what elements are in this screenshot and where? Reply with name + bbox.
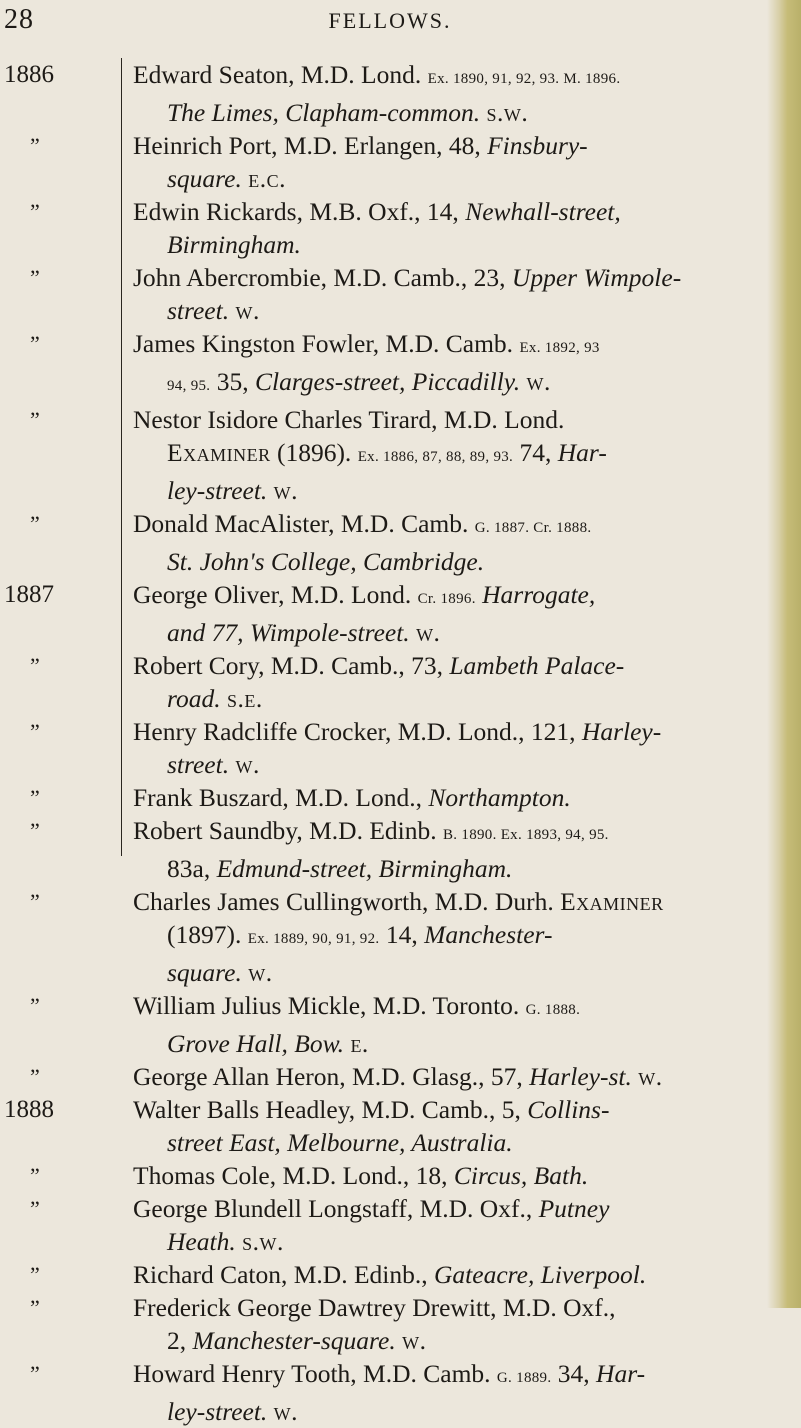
entry-text xyxy=(133,261,763,327)
name-degree: Thomas Cole, M.D. Lond., 18, xyxy=(133,1161,454,1190)
exam-years: 94, 95. xyxy=(167,378,211,394)
name-degree: Howard Henry Tooth, M.D. Camb. xyxy=(133,1359,497,1388)
entry-text xyxy=(133,1291,763,1357)
ditto-mark: ” xyxy=(30,265,40,290)
fellow-entry xyxy=(0,261,780,327)
entry-continuation-line xyxy=(133,1225,763,1258)
address-text: Harley-st. xyxy=(529,1062,632,1091)
district-code: w. xyxy=(638,1062,663,1091)
name-degree: Heinrich Port, M.D. Erlangen, 48, xyxy=(133,131,488,160)
ditto-mark: ” xyxy=(30,818,40,843)
name-degree: George Allan Heron, M.D. Glasg., 57, xyxy=(133,1062,530,1091)
name-degree: 34, xyxy=(551,1359,597,1388)
district-code: s.w. xyxy=(486,98,529,127)
entry-continuation-line xyxy=(133,436,763,474)
entry-text xyxy=(133,1093,763,1159)
address-text: Har- xyxy=(557,438,607,467)
address-text: square. xyxy=(167,164,242,193)
district-code: w. xyxy=(273,476,299,505)
name-degree: 74, xyxy=(513,438,558,467)
entry-continuation-line xyxy=(133,1126,763,1159)
fellow-entry xyxy=(0,403,780,507)
ditto-mark: ” xyxy=(30,1295,40,1320)
entry-first-line xyxy=(133,781,763,814)
address-text: Upper Wimpole- xyxy=(511,263,682,292)
fellow-entry xyxy=(0,1159,780,1192)
address-text: Collins- xyxy=(527,1095,610,1124)
name-degree: Frederick George Dawtrey Drewitt, M.D. Oxf., xyxy=(133,1293,616,1322)
name-degree: Robert Saundby, M.D. Edinb. xyxy=(133,816,443,845)
entry-continuation-line xyxy=(133,162,763,195)
entry-first-line xyxy=(133,989,763,1027)
exam-years: Cr. 1896. xyxy=(417,591,476,607)
entry-text xyxy=(133,507,763,578)
fellow-entry xyxy=(0,1093,780,1159)
ditto-mark: ” xyxy=(30,889,40,914)
fellow-entry xyxy=(0,58,780,129)
entry-text xyxy=(133,1258,763,1291)
address-text: street. xyxy=(167,750,230,779)
district-code: w. xyxy=(235,750,260,779)
entry-first-line xyxy=(133,1093,763,1126)
exam-years: G. 1887. Cr. 1888. xyxy=(474,520,592,536)
entry-first-line xyxy=(133,129,763,162)
page-number: 28 xyxy=(4,4,34,35)
exam-years: Ex. 1886, 87, 88, 89, 93. xyxy=(357,449,514,465)
entry-text xyxy=(133,327,763,403)
name-degree: Charles James Cullingworth, M.D. Durh. xyxy=(133,887,561,916)
entry-text xyxy=(133,403,763,507)
entry-continuation-line xyxy=(133,682,763,715)
ditto-mark: ” xyxy=(30,719,40,744)
entry-first-line xyxy=(133,403,763,436)
fellow-entry xyxy=(0,1192,780,1258)
address-text: street. xyxy=(167,296,230,325)
address-text: street East, Melbourne, Australia. xyxy=(167,1128,513,1157)
fellow-entry xyxy=(0,1291,780,1357)
address-text: The Limes, Clapham-common. xyxy=(167,98,481,127)
address-text: Harley- xyxy=(581,717,662,746)
entry-first-line xyxy=(133,58,763,96)
entry-first-line xyxy=(133,715,763,748)
name-degree: Donald MacAlister, M.D. Camb. xyxy=(133,509,475,538)
fellow-entry xyxy=(0,814,780,885)
ditto-mark: ” xyxy=(30,1163,40,1188)
entry-continuation-line xyxy=(133,545,763,578)
address-text: and 77, Wimpole-street. xyxy=(167,618,410,647)
address-text: Grove Hall, Bow. xyxy=(167,1029,345,1058)
ditto-mark: ” xyxy=(30,511,40,536)
fellow-entry xyxy=(0,195,780,261)
address-text: Putney xyxy=(538,1194,610,1223)
fellow-entry xyxy=(0,1258,780,1291)
address-text: road. xyxy=(167,684,221,713)
entry-first-line xyxy=(133,649,763,682)
entry-first-line xyxy=(133,1060,763,1093)
address-text: Heath. xyxy=(167,1227,236,1256)
ditto-mark: ” xyxy=(30,199,40,224)
entry-continuation-line xyxy=(133,616,763,649)
address-text: Har- xyxy=(596,1359,646,1388)
district-code: e. xyxy=(350,1029,369,1058)
ditto-mark: ” xyxy=(30,1196,40,1221)
entry-first-line xyxy=(133,885,763,918)
name-degree: Walter Balls Headley, M.D. Camb., 5, xyxy=(133,1095,528,1124)
address-text: Circus, Bath. xyxy=(453,1161,589,1190)
entry-text xyxy=(133,989,763,1060)
district-code: w. xyxy=(526,367,551,396)
name-degree: Nestor Isidore Charles Tirard, M.D. Lond. xyxy=(133,405,565,434)
entry-text xyxy=(133,649,763,715)
fellows-list xyxy=(0,58,780,1428)
exam-years: B. 1890. Ex. 1893, 94, 95. xyxy=(443,827,609,843)
entry-first-line xyxy=(133,814,763,852)
address-text: Edmund-street, Birmingham. xyxy=(216,854,513,883)
entry-text xyxy=(133,195,763,261)
ditto-mark: ” xyxy=(30,993,40,1018)
entry-text xyxy=(133,1159,763,1192)
ditto-mark: ” xyxy=(30,133,40,158)
entry-continuation-line xyxy=(133,956,763,989)
entry-first-line xyxy=(133,1192,763,1225)
address-text: Newhall-street, xyxy=(465,197,621,226)
entry-first-line xyxy=(133,327,763,365)
entry-text xyxy=(133,715,763,781)
entry-year: 1887 xyxy=(4,581,54,608)
district-code: w. xyxy=(235,296,260,325)
exam-years: Ex. 1892, 93 xyxy=(519,340,600,356)
district-code: w. xyxy=(248,958,273,987)
entry-first-line xyxy=(133,1357,763,1395)
address-text: Lambeth Palace- xyxy=(449,651,625,680)
name-degree: 2, xyxy=(167,1326,193,1355)
address-text: Finsbury- xyxy=(487,131,588,160)
district-code: s.e. xyxy=(226,684,263,713)
district-code: Examiner xyxy=(167,438,271,467)
exam-years: G. 1888. xyxy=(525,1002,581,1018)
fellow-entry xyxy=(0,885,780,989)
entry-text xyxy=(133,1060,763,1093)
entry-first-line xyxy=(133,261,763,294)
entry-continuation-line xyxy=(133,1027,763,1060)
entry-first-line xyxy=(133,578,763,616)
address-text: square. xyxy=(167,958,242,987)
district-code: w. xyxy=(402,1326,427,1355)
fellow-entry xyxy=(0,781,780,814)
ditto-mark: ” xyxy=(30,407,40,432)
address-text: Northampton. xyxy=(428,783,571,812)
entry-text xyxy=(133,1192,763,1258)
name-degree: Henry Radcliffe Crocker, M.D. Lond., 121, xyxy=(133,717,582,746)
fellow-entry xyxy=(0,578,780,649)
fellow-entry xyxy=(0,327,780,403)
fellow-entry xyxy=(0,129,780,195)
entry-continuation-line xyxy=(133,474,763,507)
entry-text xyxy=(133,1357,763,1428)
name-degree: Richard Caton, M.D. Edinb., xyxy=(133,1260,435,1289)
district-code: e.c. xyxy=(248,164,286,193)
entry-text xyxy=(133,129,763,195)
fellow-entry xyxy=(0,989,780,1060)
entry-first-line xyxy=(133,1159,763,1192)
ditto-mark: ” xyxy=(30,1064,40,1089)
entry-continuation-line xyxy=(133,365,763,403)
name-degree: 14, xyxy=(379,920,425,949)
address-text: St. John's College, Cambridge. xyxy=(167,547,485,576)
entry-text xyxy=(133,781,763,814)
entry-text xyxy=(133,58,763,129)
entry-text xyxy=(133,814,763,885)
name-degree: James Kingston Fowler, M.D. Camb. xyxy=(133,329,520,358)
name-degree: George Blundell Longstaff, M.D. Oxf., xyxy=(133,1194,539,1223)
name-degree: Frank Buszard, M.D. Lond., xyxy=(133,783,429,812)
fellow-entry xyxy=(0,507,780,578)
ditto-mark: ” xyxy=(30,1262,40,1287)
name-degree: John Abercrombie, M.D. Camb., 23, xyxy=(133,263,512,292)
address-text: Manchester-square. xyxy=(192,1326,396,1355)
entry-year: 1886 xyxy=(4,61,54,88)
fellow-entry xyxy=(0,649,780,715)
entry-continuation-line xyxy=(133,918,763,956)
entry-text xyxy=(133,885,763,989)
entry-continuation-line xyxy=(133,294,763,327)
name-degree: 35, xyxy=(210,367,255,396)
entry-continuation-line xyxy=(133,852,763,885)
district-code: Examiner xyxy=(560,887,664,916)
exam-years: G. 1889. xyxy=(496,1370,552,1386)
address-text: Birmingham. xyxy=(167,230,301,259)
ditto-mark: ” xyxy=(30,1361,40,1386)
address-text: Clarges-street, Piccadilly. xyxy=(254,367,521,396)
entry-year: 1888 xyxy=(4,1096,54,1123)
name-degree: Robert Cory, M.D. Camb., 73, xyxy=(133,651,450,680)
address-text: ley-street. xyxy=(167,476,268,505)
address-text: ley-street. xyxy=(167,1397,268,1426)
entry-text xyxy=(133,578,763,649)
name-degree: 83a, xyxy=(167,854,217,883)
address-text: Manchester- xyxy=(424,920,553,949)
entry-continuation-line xyxy=(133,748,763,781)
fellow-entry xyxy=(0,715,780,781)
entry-continuation-line xyxy=(133,228,763,261)
exam-years: Ex. 1889, 90, 91, 92. xyxy=(247,931,380,947)
entry-continuation-line xyxy=(133,1395,763,1428)
name-degree: (1897). xyxy=(167,920,248,949)
entry-continuation-line xyxy=(133,1324,763,1357)
running-head: FELLOWS. xyxy=(328,8,452,33)
ditto-mark: ” xyxy=(30,331,40,356)
entry-first-line xyxy=(133,507,763,545)
name-degree: Edwin Rickards, M.B. Oxf., 14, xyxy=(133,197,466,226)
entry-first-line xyxy=(133,195,763,228)
address-text: Harrogate, xyxy=(482,580,596,609)
fellow-entry xyxy=(0,1357,780,1428)
district-code: w. xyxy=(416,618,441,647)
page-header xyxy=(0,2,780,42)
name-degree: George Oliver, M.D. Lond. xyxy=(133,580,418,609)
exam-years: Ex. 1890, 91, 92, 93. M. 1896. xyxy=(427,71,621,87)
address-text: Gateacre, Liverpool. xyxy=(434,1260,647,1289)
ditto-mark: ” xyxy=(30,653,40,678)
fellow-entry xyxy=(0,1060,780,1093)
name-degree: William Julius Mickle, M.D. Toronto. xyxy=(133,991,526,1020)
entry-first-line xyxy=(133,1258,763,1291)
entry-continuation-line xyxy=(133,96,763,129)
ditto-mark: ” xyxy=(30,785,40,810)
name-degree: Edward Seaton, M.D. Lond. xyxy=(133,60,428,89)
district-code: w. xyxy=(273,1397,299,1426)
district-code: s.w. xyxy=(242,1227,284,1256)
name-degree: (1896). xyxy=(270,438,358,467)
